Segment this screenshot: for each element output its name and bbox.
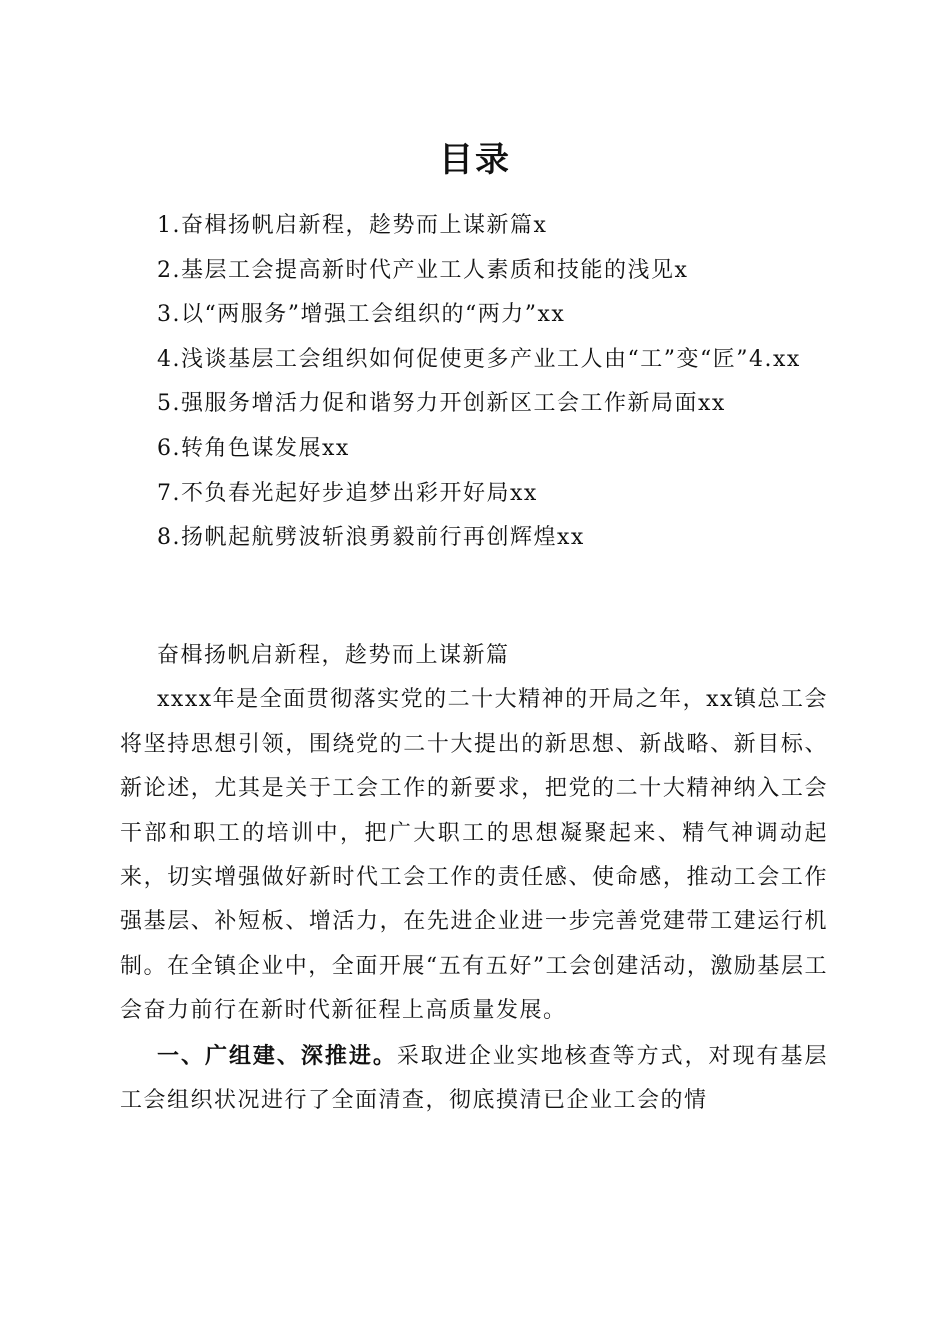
- page-title: 目录: [439, 140, 511, 180]
- section-1-heading: 一、广组建、深推进。: [157, 1042, 397, 1069]
- toc-item-6: 6.转角色谋发展xx: [157, 435, 350, 461]
- article-body: [120, 634, 828, 1123]
- intro-paragraph: xxxx年是全面贯彻落实党的二十大精神的开局之年，xx镇总工会将坚持思想引领，围绕党的二十大提出的新思想、新战略、新目标、新论述，尤其是关于工会工作的新要求，把党的二十大精神纳入工会干部和职工的培训中，把广大职工的思想凝聚起来、精气神调动起来，切实增强做好新时代工会工作的责任感、使命感，推动工会工作强基层、补短板、增活力，在先进企业进一步完善党建带工建运行机制。在全镇企业中，全面开展“五有五好”工会创建活动，激励基层工会奋力前行在新时代新征程上高质量发展。: [120, 687, 828, 1024]
- toc-item-5: 5.强服务增活力促和谐努力开创新区工会工作新局面xx: [157, 391, 726, 417]
- toc-item-7: 7.不负春光起好步追梦出彩开好局xx: [157, 480, 538, 506]
- toc-item-1: 1.奋楫扬帆启新程，趁势而上谋新篇x: [157, 213, 548, 238]
- section-1-text: 采取进企业实地核查等方式，对现有基层工会组织状况进行了全面清查，彻底摸清已企业工会的情: [120, 1043, 828, 1114]
- toc-item-4: 4.浅谈基层工会组织如何促使更多产业工人由“工”变“匠”4.xx: [157, 346, 801, 372]
- table-of-contents: [120, 204, 828, 561]
- toc-item-2: 2.基层工会提高新时代产业工人素质和技能的浅见x: [157, 257, 689, 283]
- toc-item-3: 3.以“两服务”增强工会组织的“两力”xx: [157, 302, 566, 328]
- toc-item-8: 8.扬帆起航劈波斩浪勇毅前行再创辉煌xx: [157, 525, 585, 551]
- article-title: 奋楫扬帆启新程，趁势而上谋新篇: [157, 643, 510, 668]
- section-1-paragraph: [120, 1034, 828, 1124]
